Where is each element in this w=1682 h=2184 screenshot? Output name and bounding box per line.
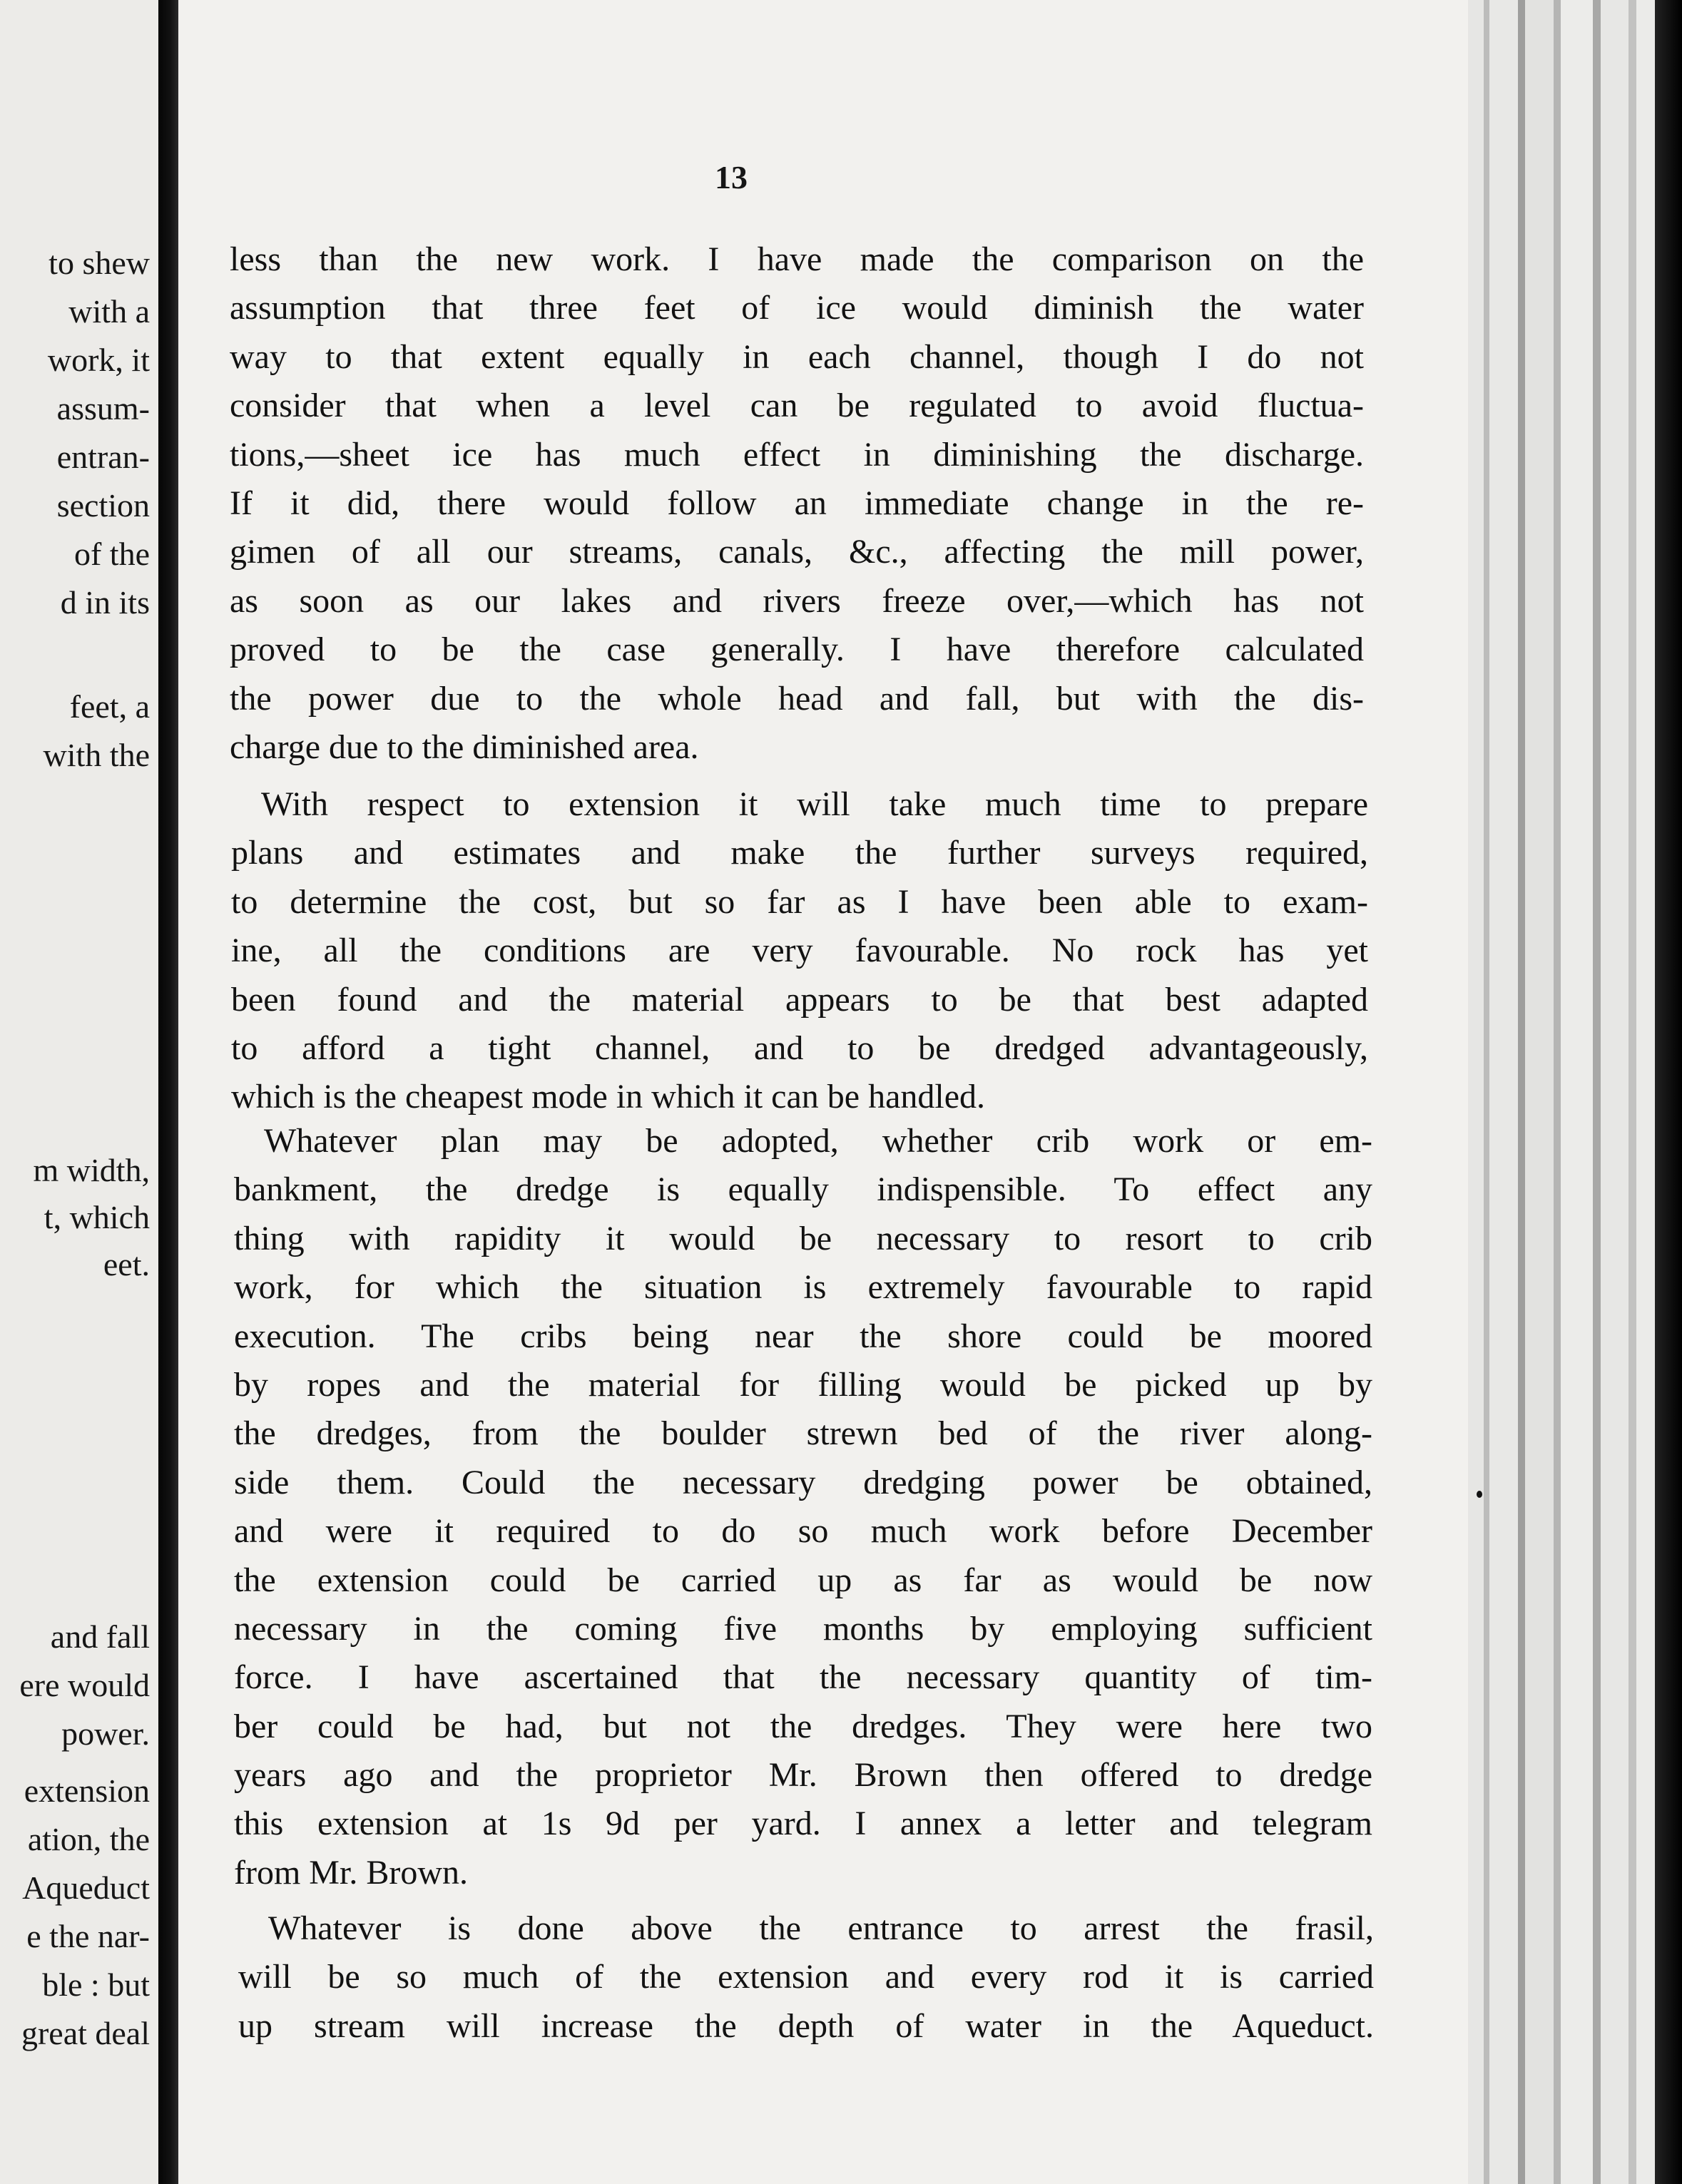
text-line: gimen of all our streams, canals, &c., affecting the mill power,: [230, 533, 1364, 571]
text-line: If it did, there would follow an immediate change in the re-: [230, 484, 1364, 522]
text-line: thing with rapidity it would be necessary to resort to crib: [234, 1219, 1372, 1257]
text-line: been found and the material appears to be that best adapted: [231, 980, 1368, 1019]
left-fragment: feet, a: [69, 688, 150, 725]
left-fragment: ation, the: [27, 1821, 150, 1857]
text-line: work, for which the situation is extremely favourable to rapid: [234, 1268, 1372, 1307]
page-number: 13: [715, 159, 748, 195]
text-line: charge due to the diminished area.: [230, 728, 699, 766]
text-line: Whatever is done above the entrance to arrest the frasil,: [268, 1909, 1374, 1947]
page-stack-edge: [1468, 0, 1682, 2184]
left-fragment: section: [56, 487, 150, 524]
left-fragment: ere would: [19, 1667, 150, 1703]
book-gutter: [158, 0, 178, 2184]
text-line: years ago and the proprietor Mr. Brown then offered to dredge: [234, 1756, 1372, 1795]
text-line: this extension at 1s 9d per yard. I annex a letter and telegram: [234, 1805, 1372, 1843]
text-line: from Mr. Brown.: [234, 1853, 468, 1892]
left-fragment: d in its: [60, 584, 150, 621]
text-line: and were it required to do so much work before December: [234, 1512, 1372, 1551]
left-fragment: assum-: [56, 390, 150, 427]
text-line: With respect to extension it will take much time to prepare: [261, 785, 1368, 823]
text-line: as soon as our lakes and rivers freeze over,—which has not: [230, 581, 1364, 620]
text-line: force. I have ascertained that the necessary quantity of tim-: [234, 1658, 1372, 1697]
left-fragment: to shew: [49, 245, 150, 281]
left-fragment: eet.: [103, 1246, 150, 1282]
left-fragment: m width,: [33, 1152, 150, 1188]
text-line: side them. Could the necessary dredging power be obtained,: [234, 1463, 1372, 1501]
text-line: ber could be had, but not the dredges. They were here two: [234, 1707, 1372, 1745]
paragraph: [231, 780, 1368, 1122]
left-fragment: work, it: [47, 342, 150, 378]
text-line: the power due to the whole head and fall, but with the dis-: [230, 679, 1364, 718]
left-fragment: power.: [61, 1715, 150, 1752]
text-line: proved to be the case generally. I have therefore calculated: [230, 631, 1364, 669]
text-line: ine, all the conditions are very favourable. No rock has yet: [231, 932, 1368, 970]
left-fragment: ble : but: [42, 1966, 150, 2003]
text-line: necessary in the coming five months by employing sufficient: [234, 1609, 1372, 1648]
text-line: execution. The cribs being near the shore could be moored: [234, 1317, 1372, 1355]
text-line: Whatever plan may be adopted, whether crib work or em-: [264, 1122, 1372, 1160]
left-fragment: Aqueduct: [22, 1869, 150, 1906]
text-line: way to that extent equally in each channel, though I do not: [230, 337, 1364, 376]
text-line: assumption that three feet of ice would diminish the water: [230, 289, 1364, 327]
text-line: less than the new work. I have made the comparison on the: [230, 240, 1364, 278]
left-fragment: with a: [68, 293, 150, 330]
text-line: will be so much of the extension and every rod it is carried: [238, 1958, 1374, 1996]
left-fragment: and fall: [50, 1618, 150, 1655]
left-facing-page: [0, 0, 158, 2184]
text-line: tions,—sheet ice has much effect in diminishing the discharge.: [230, 435, 1364, 474]
text-line: consider that when a level can be regulated to avoid fluctua-: [230, 387, 1364, 425]
paragraph: [230, 235, 1364, 772]
text-line: the extension could be carried up as far as would be now: [234, 1561, 1372, 1599]
left-fragment: great deal: [21, 2015, 150, 2051]
main-page: [178, 0, 1468, 2184]
text-line: the dredges, from the boulder strewn bed of the river along-: [234, 1414, 1372, 1453]
text-line: by ropes and the material for filling would be picked up by: [234, 1365, 1372, 1404]
text-line: bankment, the dredge is equally indispensible. To effect any: [234, 1170, 1372, 1209]
paragraph: [238, 1904, 1374, 2051]
paragraph: [234, 1117, 1372, 1897]
left-fragment: t, which: [44, 1199, 150, 1235]
left-fragment: e the nar-: [26, 1918, 150, 1954]
left-fragment: entran-: [56, 439, 150, 475]
text-line: up stream will increase the depth of water in the Aqueduct.: [238, 2006, 1374, 2045]
text-line: to afford a tight channel, and to be dredged advantageously,: [231, 1029, 1368, 1067]
left-fragment: of the: [73, 536, 150, 572]
left-fragment: extension: [24, 1772, 150, 1809]
text-line: plans and estimates and make the further surveys required,: [231, 834, 1368, 872]
text-line: to determine the cost, but so far as I have been able to exam-: [231, 882, 1368, 921]
left-fragment: with the: [43, 737, 150, 773]
text-line: which is the cheapest mode in which it can be handled.: [231, 1078, 986, 1116]
ink-speck: [1477, 1491, 1482, 1498]
